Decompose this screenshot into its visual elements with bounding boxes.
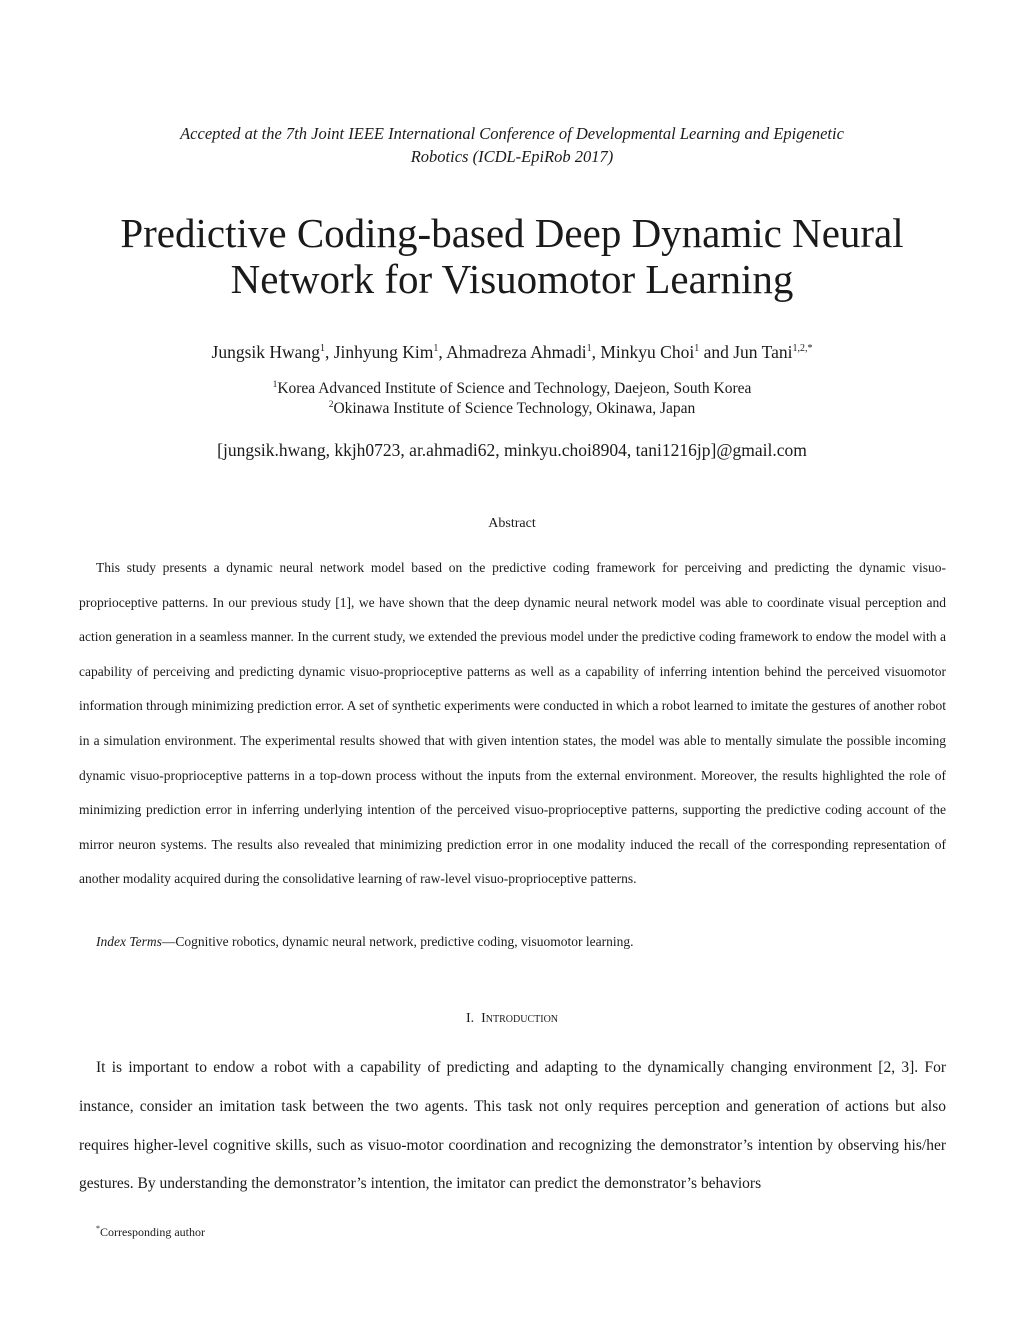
author-emails: [jungsik.hwang, kkjh0723, ar.ahmadi62, minkyu.choi8904, tani1216jp]@gmail.com <box>217 440 807 460</box>
author-affil-mark: 1 <box>433 343 439 355</box>
author-affil-mark: 1 <box>694 343 700 355</box>
introduction-paragraph: It is important to endow a robot with a capability of predicting and adapting to the dynamically changing environment [2, 3]. For instance, consider an imitation task between the two agents. This task not only requires perception and generation of actions but also requires higher-level cognitive skills, such as visuo-motor coordination and recognizing the demonstrator’s intention by observing his/her gestures. By understanding the demonstrator’s intention, the imitator can predict the demonstrator’s behaviors <box>79 1059 946 1193</box>
venue-note <box>100 122 924 168</box>
affiliation-text: Korea Advanced Institute of Science and Technology, Daejeon, South Korea <box>277 380 752 397</box>
section-number: I. <box>465 1011 475 1026</box>
affiliations <box>60 379 964 419</box>
title-line-2: Network for Visuomotor Learning <box>230 256 794 302</box>
author-separator: , <box>591 342 601 362</box>
abstract-body: This study presents a dynamic neural network model based on the predictive coding framework for perceiving and predicting the dynamic visuo-proprioceptive patterns. In our previous study [1], we have shown that the deep dynamic neural network model was able to coordinate visual perception and action generation in a seamless manner. In the current study, we extended the previous model under the predictive coding framework to endow the model with a capability of perceiving and predicting dynamic visuo-proprioceptive patterns as well as a capability of inferring intention behind the perceived visuomotor information through minimizing prediction error. A set of synthetic experiments were conducted in which a robot learned to imitate the gestures of another robot in a simulation environment. The experimental results showed that with given intention states, the model was able to mentally simulate the possible incoming dynamic visuo-proprioceptive patterns in a top-down process without the inputs from the external environment. Moreover, the results highlighted the role of minimizing prediction error in inferring underlying intention of the perceived visuo-proprioceptive patterns, supporting the predictive coding account of the mirror neuron systems. The results also revealed that minimizing prediction error in one modality induced the recall of the corresponding representation of another modality acquired during the consolidative learning of raw-level visuo-proprioceptive patterns. <box>79 560 946 887</box>
author-affil-mark: 1 <box>586 343 592 355</box>
author-name: Jungsik Hwang <box>211 342 320 362</box>
footnote-text: Corresponding author <box>100 1225 205 1239</box>
paper-title <box>60 210 964 302</box>
author-affil-mark: 1,2,* <box>792 343 813 355</box>
author-name: Ahmadreza Ahmadi <box>446 342 587 362</box>
index-terms-label: Index Terms <box>96 934 162 949</box>
author-name: Jinhyung Kim <box>333 342 434 362</box>
affiliation-mark: 1 <box>272 379 278 390</box>
venue-line-1: Accepted at the 7th Joint IEEE International Conference of Developmental Learning and Epigenetic <box>180 124 844 143</box>
affiliation-mark: 2 <box>328 399 334 410</box>
venue-line-2: Robotics (ICDL-EpiRob 2017) <box>410 147 614 166</box>
author-name: Minkyu Choi <box>600 342 695 362</box>
index-terms <box>79 932 946 952</box>
index-terms-dash: — <box>161 934 176 949</box>
author-name: Jun Tani <box>733 342 793 362</box>
section-heading-introduction <box>60 1009 964 1029</box>
author-separator: and <box>699 342 734 362</box>
author-separator: , <box>324 342 334 362</box>
footnote <box>96 1224 205 1240</box>
author-affil-mark: 1 <box>319 343 325 355</box>
footnote-mark: * <box>96 1224 100 1233</box>
author-list <box>60 340 964 364</box>
author-separator: , <box>438 342 447 362</box>
affiliation-text: Okinawa Institute of Science Technology, Okinawa, Japan <box>333 400 696 417</box>
section-title: Introduction <box>481 1011 559 1026</box>
index-terms-text: Cognitive robotics, dynamic neural network, predictive coding, visuomotor learning. <box>175 934 634 949</box>
affiliation-2 <box>60 399 964 419</box>
abstract-heading: Abstract <box>488 516 536 531</box>
title-line-1: Predictive Coding-based Deep Dynamic Neural <box>120 210 904 256</box>
affiliation-1 <box>60 379 964 399</box>
